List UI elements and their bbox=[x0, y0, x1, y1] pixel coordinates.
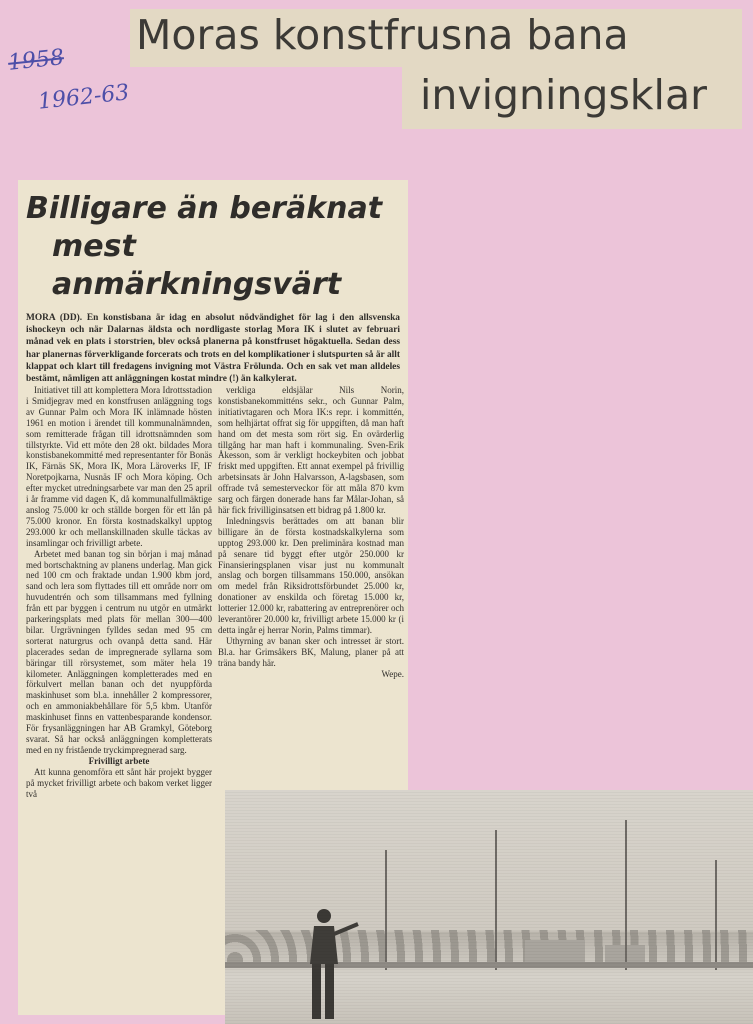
paragraph: Arbetet med banan tog sin början i maj månad med bortschaktning av planens underlag. Man gick ned 100 cm och fraktade undan 1.900 kbm jord, sand och lera som flyttades till ett område norr om huvudentrén och som tillsammans med fyllning från ett par byggen i centrum nu utgör en utmärkt parkeringsplats med plats för mellan 300—400 bilar. Urgrävningen fylldes sedan med 95 cm sorterat naturgrus och ovanpå detta sand. Här placerades sedan de impregnerade syllarna som bäringar till rörsystemet, som mäter hela 19 kilometer. Anläggningen kompletterades med en förkulvert mellan banan och det nyuppförda maskinhuset som bl.a. innehåller 2 kompressorer, och en ammoniakbehållare för 5,5 kbm. Utanför maskinhuset finns en vattenbesparande kondensor. För frysanläggningen har AB Gramkyl, Göteborg svarat. Så har också anläggningen kompletterats med en ny fristående tryckimpregnerad sarg. bbox=[26, 548, 212, 755]
handwritten-struck-year: 1958 bbox=[6, 45, 66, 76]
article-title-line-2: mest anmärkningsvärt bbox=[52, 229, 342, 302]
article-lead: MORA (DD). En konstisbana är idag en absolut nödvändighet för lag i den allsvenska ishockeyn och när Dalarnas äldsta och nordligaste storlag Mora IK i slutet av februari månad vek en plats i storstrien, blev också planerna på konstfruset högaktuella. Sedan dess har planernas förverkligande forcerats och trots en del komplikationer i slutspurten så är allt klappat och klart till fredagens invigning mot Västra Frölunda. Och en sak vet man alldeles bestämt, nämligen att anläggningen kostat mindre (!) än kalkylerat. bbox=[26, 313, 400, 385]
article-title bbox=[26, 190, 408, 304]
paragraph: Uthyrning av banan sker och intresset är stort. Bl.a. har Grimsåkers BK, Malung, planer på att träna bandy här. bbox=[218, 635, 404, 668]
article-title-line-1: Billigare än beräknat bbox=[26, 191, 383, 226]
article-column-right bbox=[218, 385, 404, 810]
paragraph: Att kunna genomföra ett sånt här projekt bygger på mycket frivilligt arbete och bakom verket ligger två bbox=[26, 766, 212, 799]
subheading: Frivilligt arbete bbox=[88, 755, 150, 766]
headline-line-1: Moras konstfrusna bana bbox=[130, 9, 742, 67]
paragraph: Inledningsvis berättades om att banan blir billigare än de första kostnadskalkylerna som upptog 293.000 kr. Den preliminära kostnad man på senare tid byggt efter utgör 250.000 kr Finansieringsplanen visar just nu kommunalt anslag och borgen tillsammans 150.000, ansökan om medel från Riksidrottsförbundet 25.000 kr, donationer av enskilda och företag 15.000 kr, lotterier 12.000 kr, rabattering av entreprenörer och leverantörer 20.000 kr, frivilligt arbete 15.000 kr (i detta ingår ej herrar Norin, Palms timmar). bbox=[218, 515, 404, 635]
newspaper-photo bbox=[225, 790, 753, 1024]
paragraph: Initiativet till att komplettera Mora Idrottsstadion i Smidjegrav med en konstfrusen anläggning togs av Gunnar Palm och Mora IK inlämnade hösten 1961 en motion i ärendet till kommunalnämnden, som remitterade frågan till idrottsnämnden som tillstyrkte. Vid ett möte den 28 okt. bildades Mora konstisbanekommitté med representanter för Bonäs IK, Färnäs SK, Mora IK, Mora Läroverks IF, IF Noretpojkarna, Nusnäs IF och Mora köping. Och efter mycket utredningsarbete var man den 25 april i år framme vid dagen K, då kommunalfullmäktige anslog 75.000 kr och ställde borgen för ett lån på 75.000 kronor. En första kostnadskalkyl upptog 293.000 kr och mellanskillnaden skulle täckas av insamlingar och frivilligt arbete. bbox=[26, 385, 212, 548]
article-column-left bbox=[26, 385, 212, 1010]
headline-line-2: invigningsklar bbox=[402, 67, 742, 129]
byline: Wepe. bbox=[381, 668, 404, 679]
handwritten-season: 1962-63 bbox=[36, 80, 131, 115]
photo-grain bbox=[225, 790, 753, 1024]
paragraph: verkliga eldsjälar Nils Norin, konstisbanekommitténs sekr., och Gunnar Palm, initiativtagaren och Mora IK:s repr. i kommittén, som helhjärtat offrat sig för uppgiften, då man haft hand om det mesta som rört sig. En ovärderlig tillgång har man haft i kommunaling. Sven-Erik Åkesson, som är verkligt hockeybiten och jobbat friskt med uppgiften. Ett annat exempel på frivillig arbetsinsats är John Halvarsson, A-lagsbasen, som offrade två semesterveckor för att måla 870 kvm sarg och färgen donerade hans far Målar-Johan, så här fick frivilliginsatsen ett bidrag på 1.800 kr. bbox=[218, 385, 404, 515]
